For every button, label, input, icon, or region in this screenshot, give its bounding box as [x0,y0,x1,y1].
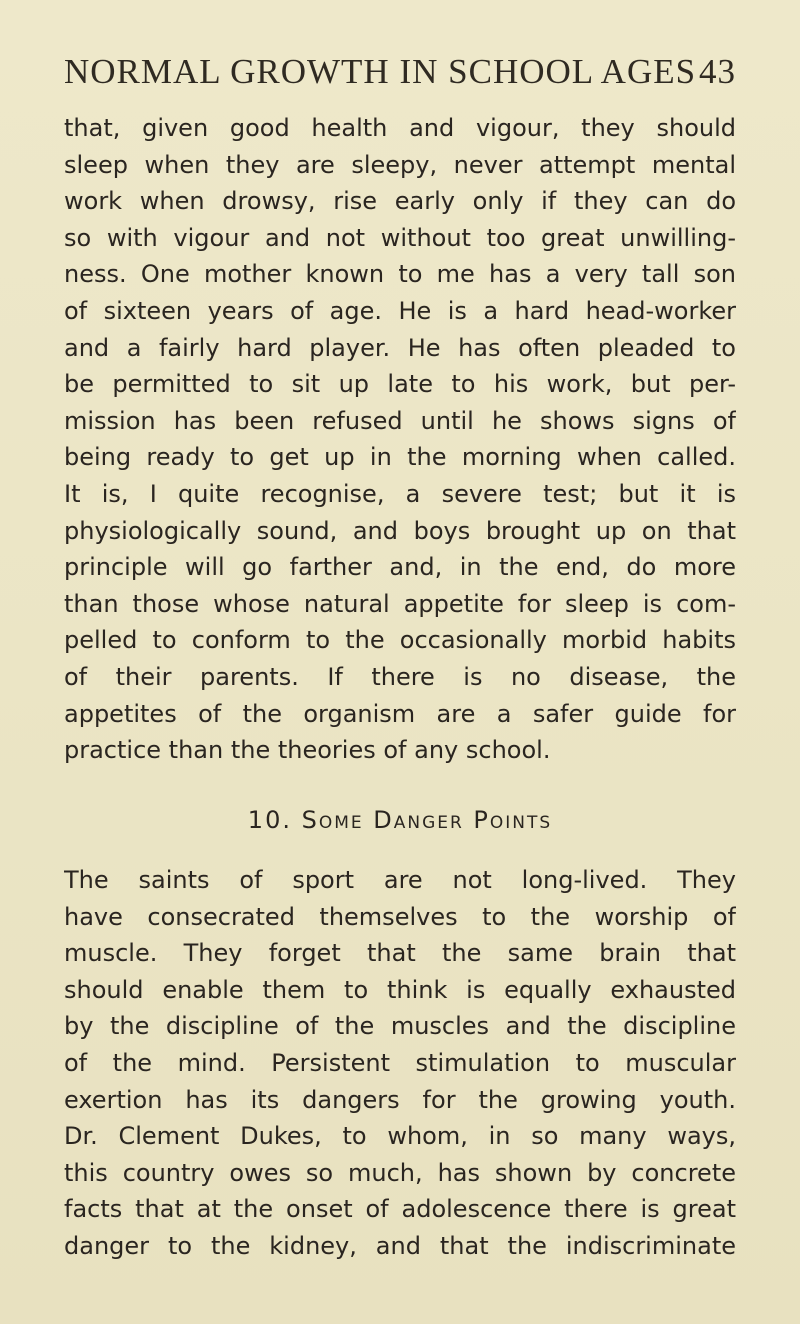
text-line: work when drowsy, rise early only if they can do [64,187,736,216]
running-head-title: NORMAL GROWTH IN SCHOOL AGES [64,52,697,91]
text-line: It is, I quite recognise, a severe test; but it is [64,479,736,508]
text-line: pelled to conform to the occasionally morbid habits [64,626,736,655]
text-line: should enable them to think is equally exhausted [64,975,736,1004]
page-number: 43 [699,52,736,91]
paragraph-danger-points [64,862,736,1265]
text-line: this country owes so much, has shown by concrete [64,1158,736,1187]
paragraph-sleep [64,110,736,769]
text-line: and a fairly hard player. He has often pleaded to [64,333,736,362]
text-line: of sixteen years of age. He is a hard head-worker [64,296,736,325]
text-line: mission has been refused until he shows signs of [64,406,736,435]
text-line: exertion has its dangers for the growing youth. [64,1085,736,1114]
text-line: being ready to get up in the morning when called. [64,443,736,472]
text-line: that, given good health and vigour, they should [64,114,736,142]
text-line: principle will go farther and, in the end, do more [64,553,736,582]
text-line: be permitted to sit up late to his work, but per- [64,370,736,399]
text-line: physiologically sound, and boys brought up on that [64,516,736,545]
text-line: have consecrated themselves to the worship of [64,902,736,931]
section-heading: 10. Some Danger Points [247,806,553,834]
text-line: so with vigour and not without too great unwilling- [64,223,736,252]
text-line: of their parents. If there is no disease, the [64,662,736,691]
text-line: of the mind. Persistent stimulation to muscular [64,1048,736,1077]
text-line: danger to the kidney, and that the indiscriminate [64,1231,736,1260]
text-line: Dr. Clement Dukes, to whom, in so many ways, [64,1122,736,1151]
text-line: by the discipline of the muscles and the discipline [64,1012,736,1041]
text-line: facts that at the onset of adolescence there is great [64,1195,736,1224]
text-line: practice than the theories of any school. [64,736,551,765]
text-line: The saints of sport are not long-lived. They [64,866,736,894]
text-line: ness. One mother known to me has a very tall son [64,260,736,289]
text-line: muscle. They forget that the same brain that [64,939,736,968]
text-line: appetites of the organism are a safer guide for [64,699,736,728]
running-head [64,50,736,94]
text-line: than those whose natural appetite for sleep is com- [64,589,736,618]
text-line: sleep when they are sleepy, never attempt mental [64,150,736,179]
